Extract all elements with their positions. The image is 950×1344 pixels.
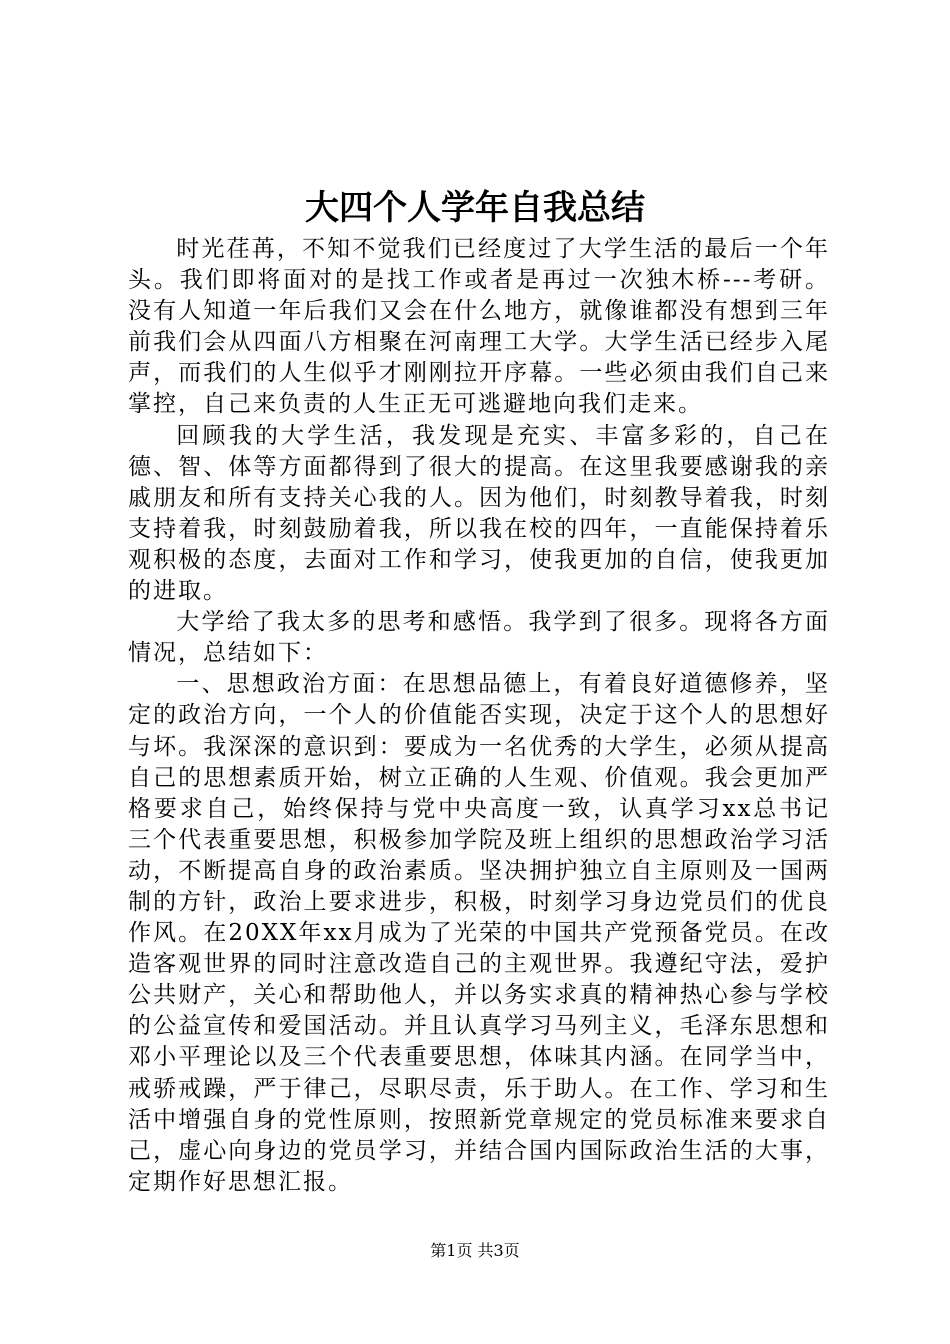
document-title: 大四个人学年自我总结 — [305, 188, 645, 228]
document-body — [128, 234, 830, 1198]
paragraph-summary-lead: 大学给了我太多的思考和感悟。我学到了很多。现将各方面情况，总结如下： — [128, 609, 830, 667]
page-number-footer: 第1页 共3页 — [430, 1241, 520, 1260]
paragraph-intro: 时光荏苒，不知不觉我们已经度过了大学生活的最后一个年头。我们即将面对的是找工作或者是再过一次独木桥---考研。没有人知道一年后我们又会在什么地方，就像谁都没有想到三年前我们会从四面八方相聚在河南理工大学。大学生活已经步入尾声，而我们的人生似乎才刚刚拉开序幕。一些必须由我们自己来掌控，自己来负责的人生正无可逃避地向我们走来。 — [128, 236, 830, 418]
paragraph-political-thought: 一、思想政治方面：在思想品德上，有着良好道德修养，坚定的政治方向，一个人的价值能否实现，决定于这个人的思想好与坏。我深深的意识到：要成为一名优秀的大学生，必须从提高自己的思想素质开始，树立正确的人生观、价值观。我会更加严格要求自己，始终保持与党中央高度一致，认真学习xx总书记三个代表重要思想，积极参加学院及班上组织的思想政治学习活动，不断提高自身的政治素质。坚决拥护独立自主原则及一国两制的方针，政治上要求进步，积极，时刻学习身边党员们的优良作风。在20XX年xx月成为了光荣的中国共产党预备党员。在改造客观世界的同时注意改造自己的主观世界。我遵纪守法，爱护公共财产，关心和帮助他人，并以务实求真的精神热心参与学校的公益宣传和爱国活动。并且认真学习马列主义，毛泽东思想和邓小平理论以及三个代表重要思想，体味其内涵。在同学当中，戒骄戒躁，严于律己，尽职尽责，乐于助人。在工作、学习和生活中增强自身的党性原则，按照新党章规定的党员标准来要求自己，虚心向身边的党员学习，并结合国内国际政治生活的大事，定期作好思想汇报。 — [128, 671, 830, 1195]
paragraph-review: 回顾我的大学生活，我发现是充实、丰富多彩的，自己在德、智、体等方面都得到了很大的提高。在这里我要感谢我的亲戚朋友和所有支持关心我的人。因为他们，时刻教导着我，时刻支持着我，时刻鼓励着我，所以我在校的四年，一直能保持着乐观积极的态度，去面对工作和学习，使我更加的自信，使我更加的进取。 — [128, 422, 830, 605]
